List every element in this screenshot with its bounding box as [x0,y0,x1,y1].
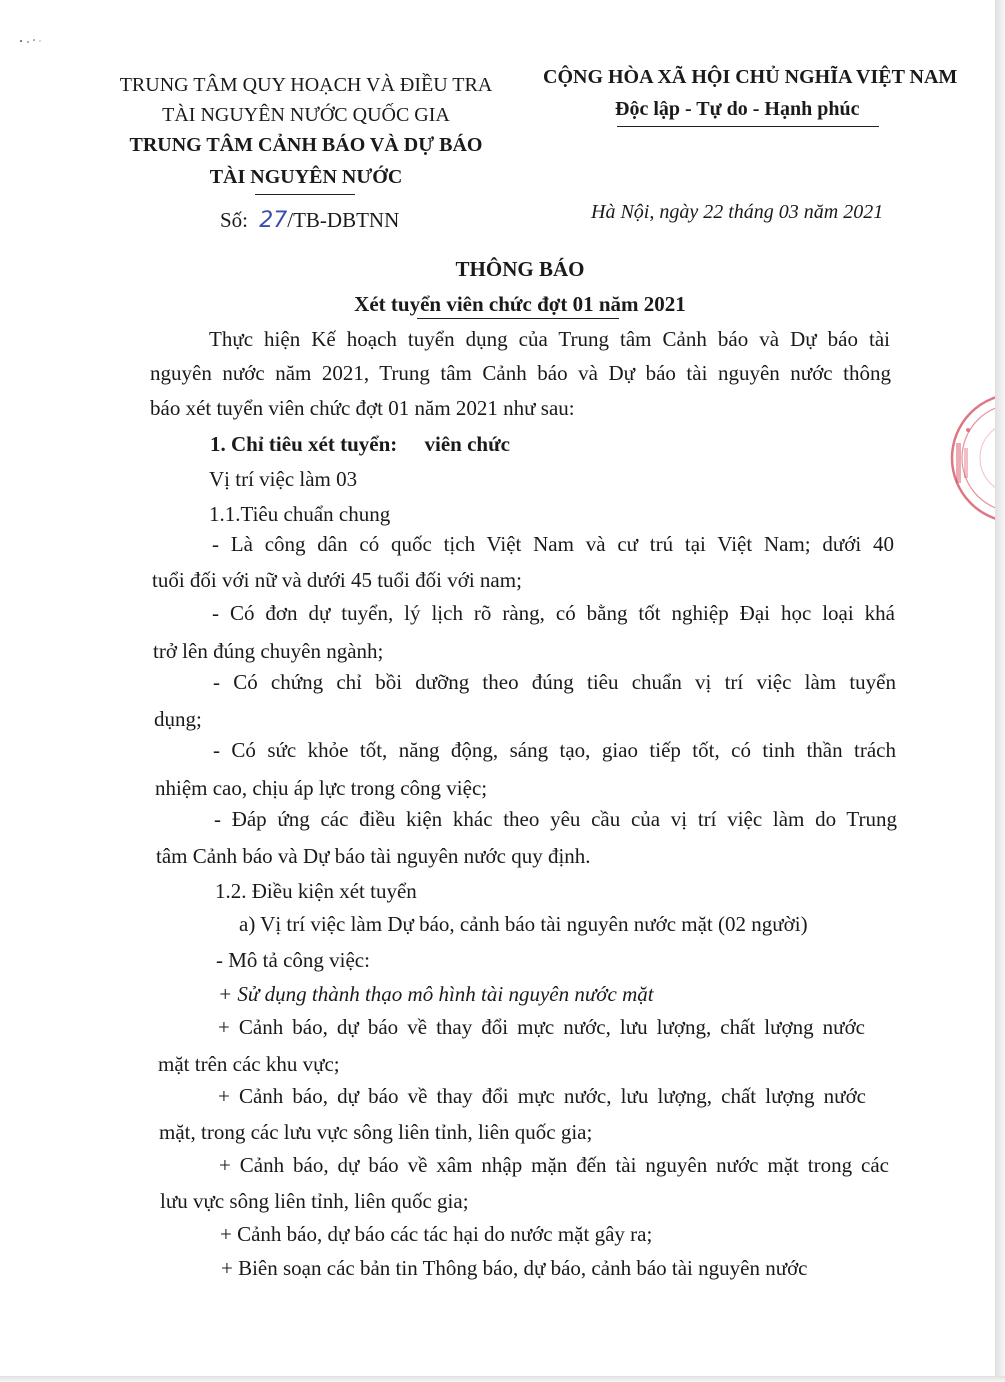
page-edge-shadow-right [995,0,1005,1382]
criteria-2-line1: - Có đơn dự tuyển, lý lịch rõ ràng, có bằng tốt nghiệp Đại học loại khá [212,601,895,625]
intro-line-3: báo xét tuyển viên chức đợt 01 năm 2021 như sau: [150,396,575,420]
section1-heading [210,432,510,457]
agency-name-line2: TÀI NGUYÊN NƯỚC [209,166,403,188]
intro-line-2: nguyên nước năm 2021, Trung tâm Cảnh báo và Dự báo tài nguyên nước thông [150,361,891,385]
scan-speck [18,38,48,44]
duty-4-line1: + Cảnh báo, dự báo về xâm nhập mặn đến tài nguyên nước mặt trong các [219,1153,889,1177]
document-number [220,208,399,233]
duty-3-line2: mặt, trong các lưu vực sông liên tỉnh, liên quốc gia; [159,1120,593,1144]
official-seal [946,388,996,528]
handwritten-number: 27 [259,208,288,233]
subsection-1-1: 1.1.Tiêu chuẩn chung [209,502,391,526]
criteria-2-line2: trở lên đúng chuyên ngành; [153,639,384,663]
duty-6: + Biên soạn các bản tin Thông báo, dự báo, cảnh báo tài nguyên nước [221,1256,808,1280]
duty-2-line1: + Cảnh báo, dự báo về thay đổi mực nước, lưu lượng, chất lượng nước [218,1015,865,1039]
duty-3-line1: + Cảnh báo, dự báo về thay đổi mực nước, lưu lượng, chất lượng nước [218,1084,866,1108]
motto-underline [617,126,879,127]
item-a: a) Vị trí việc làm Dự báo, cảnh báo tài nguyên nước mặt (02 người) [239,912,808,936]
duty-4-line2: lưu vực sông liên tỉnh, liên quốc gia; [160,1189,469,1213]
number-suffix: /TB-DBTNN [287,208,400,232]
duty-1: + Sử dụng thành thạo mô hình tài nguyên nước mặt [218,982,654,1006]
intro-line-1: Thực hiện Kế hoạch tuyển dụng của Trung tâm Cảnh báo và Dự báo tài [209,327,890,351]
criteria-4-line1: - Có sức khỏe tốt, năng động, sáng tạo, giao tiếp tốt, có tinh thần trách [213,738,896,762]
agency-underline [255,194,355,195]
subsection-1-2: 1.2. Điều kiện xét tuyển [215,879,417,903]
page-edge-shadow-bottom [0,1376,1005,1382]
criteria-4-line2: nhiệm cao, chịu áp lực trong công việc; [155,776,488,800]
motto: Độc lập - Tự do - Hạnh phúc [615,98,860,120]
job-description-label: - Mô tả công việc: [216,948,370,972]
duty-5: + Cảnh báo, dự báo các tác hại do nước mặt gây ra; [220,1222,653,1246]
criteria-5-line2: tâm Cảnh báo và Dự báo tài nguyên nước quy định. [156,844,591,868]
subtitle-underline [417,318,619,319]
number-prefix: Số: [220,208,249,232]
duty-2-line2: mặt trên các khu vực; [158,1052,340,1076]
position-line: Vị trí việc làm 03 [209,467,358,491]
criteria-1-line1: - Là công dân có quốc tịch Việt Nam và cư trú tại Việt Nam; dưới 40 [212,532,894,556]
section1-label: 1. Chỉ tiêu xét tuyển: [210,432,398,456]
criteria-5-line1: - Đáp ứng các điều kiện khác theo yêu cầu của vị trí việc làm do Trung [214,807,897,831]
criteria-3-line1: - Có chứng chỉ bồi dưỡng theo đúng tiêu chuẩn vị trí việc làm tuyển [213,670,896,694]
agency-name-line1: TRUNG TÂM CẢNH BÁO VÀ DỰ BÁO [129,134,483,156]
country-name: CỘNG HÒA XÃ HỘI CHỦ NGHĨA VIỆT NAM [543,66,958,88]
issue-date: Hà Nội, ngày 22 tháng 03 năm 2021 [591,201,884,223]
agency-parent-line1: TRUNG TÂM QUY HOẠCH VÀ ĐIỀU TRA [119,74,493,96]
notice-subtitle: Xét tuyển viên chức đợt 01 năm 2021 [354,292,686,316]
notice-title: THÔNG BÁO [455,257,585,281]
criteria-3-line2: dụng; [154,707,202,731]
criteria-1-line2: tuổi đối với nữ và dưới 45 tuổi đối với nam; [152,568,522,592]
section1-value: viên chức [424,432,511,456]
agency-parent-line2: TÀI NGUYÊN NƯỚC QUỐC GIA [162,104,450,126]
